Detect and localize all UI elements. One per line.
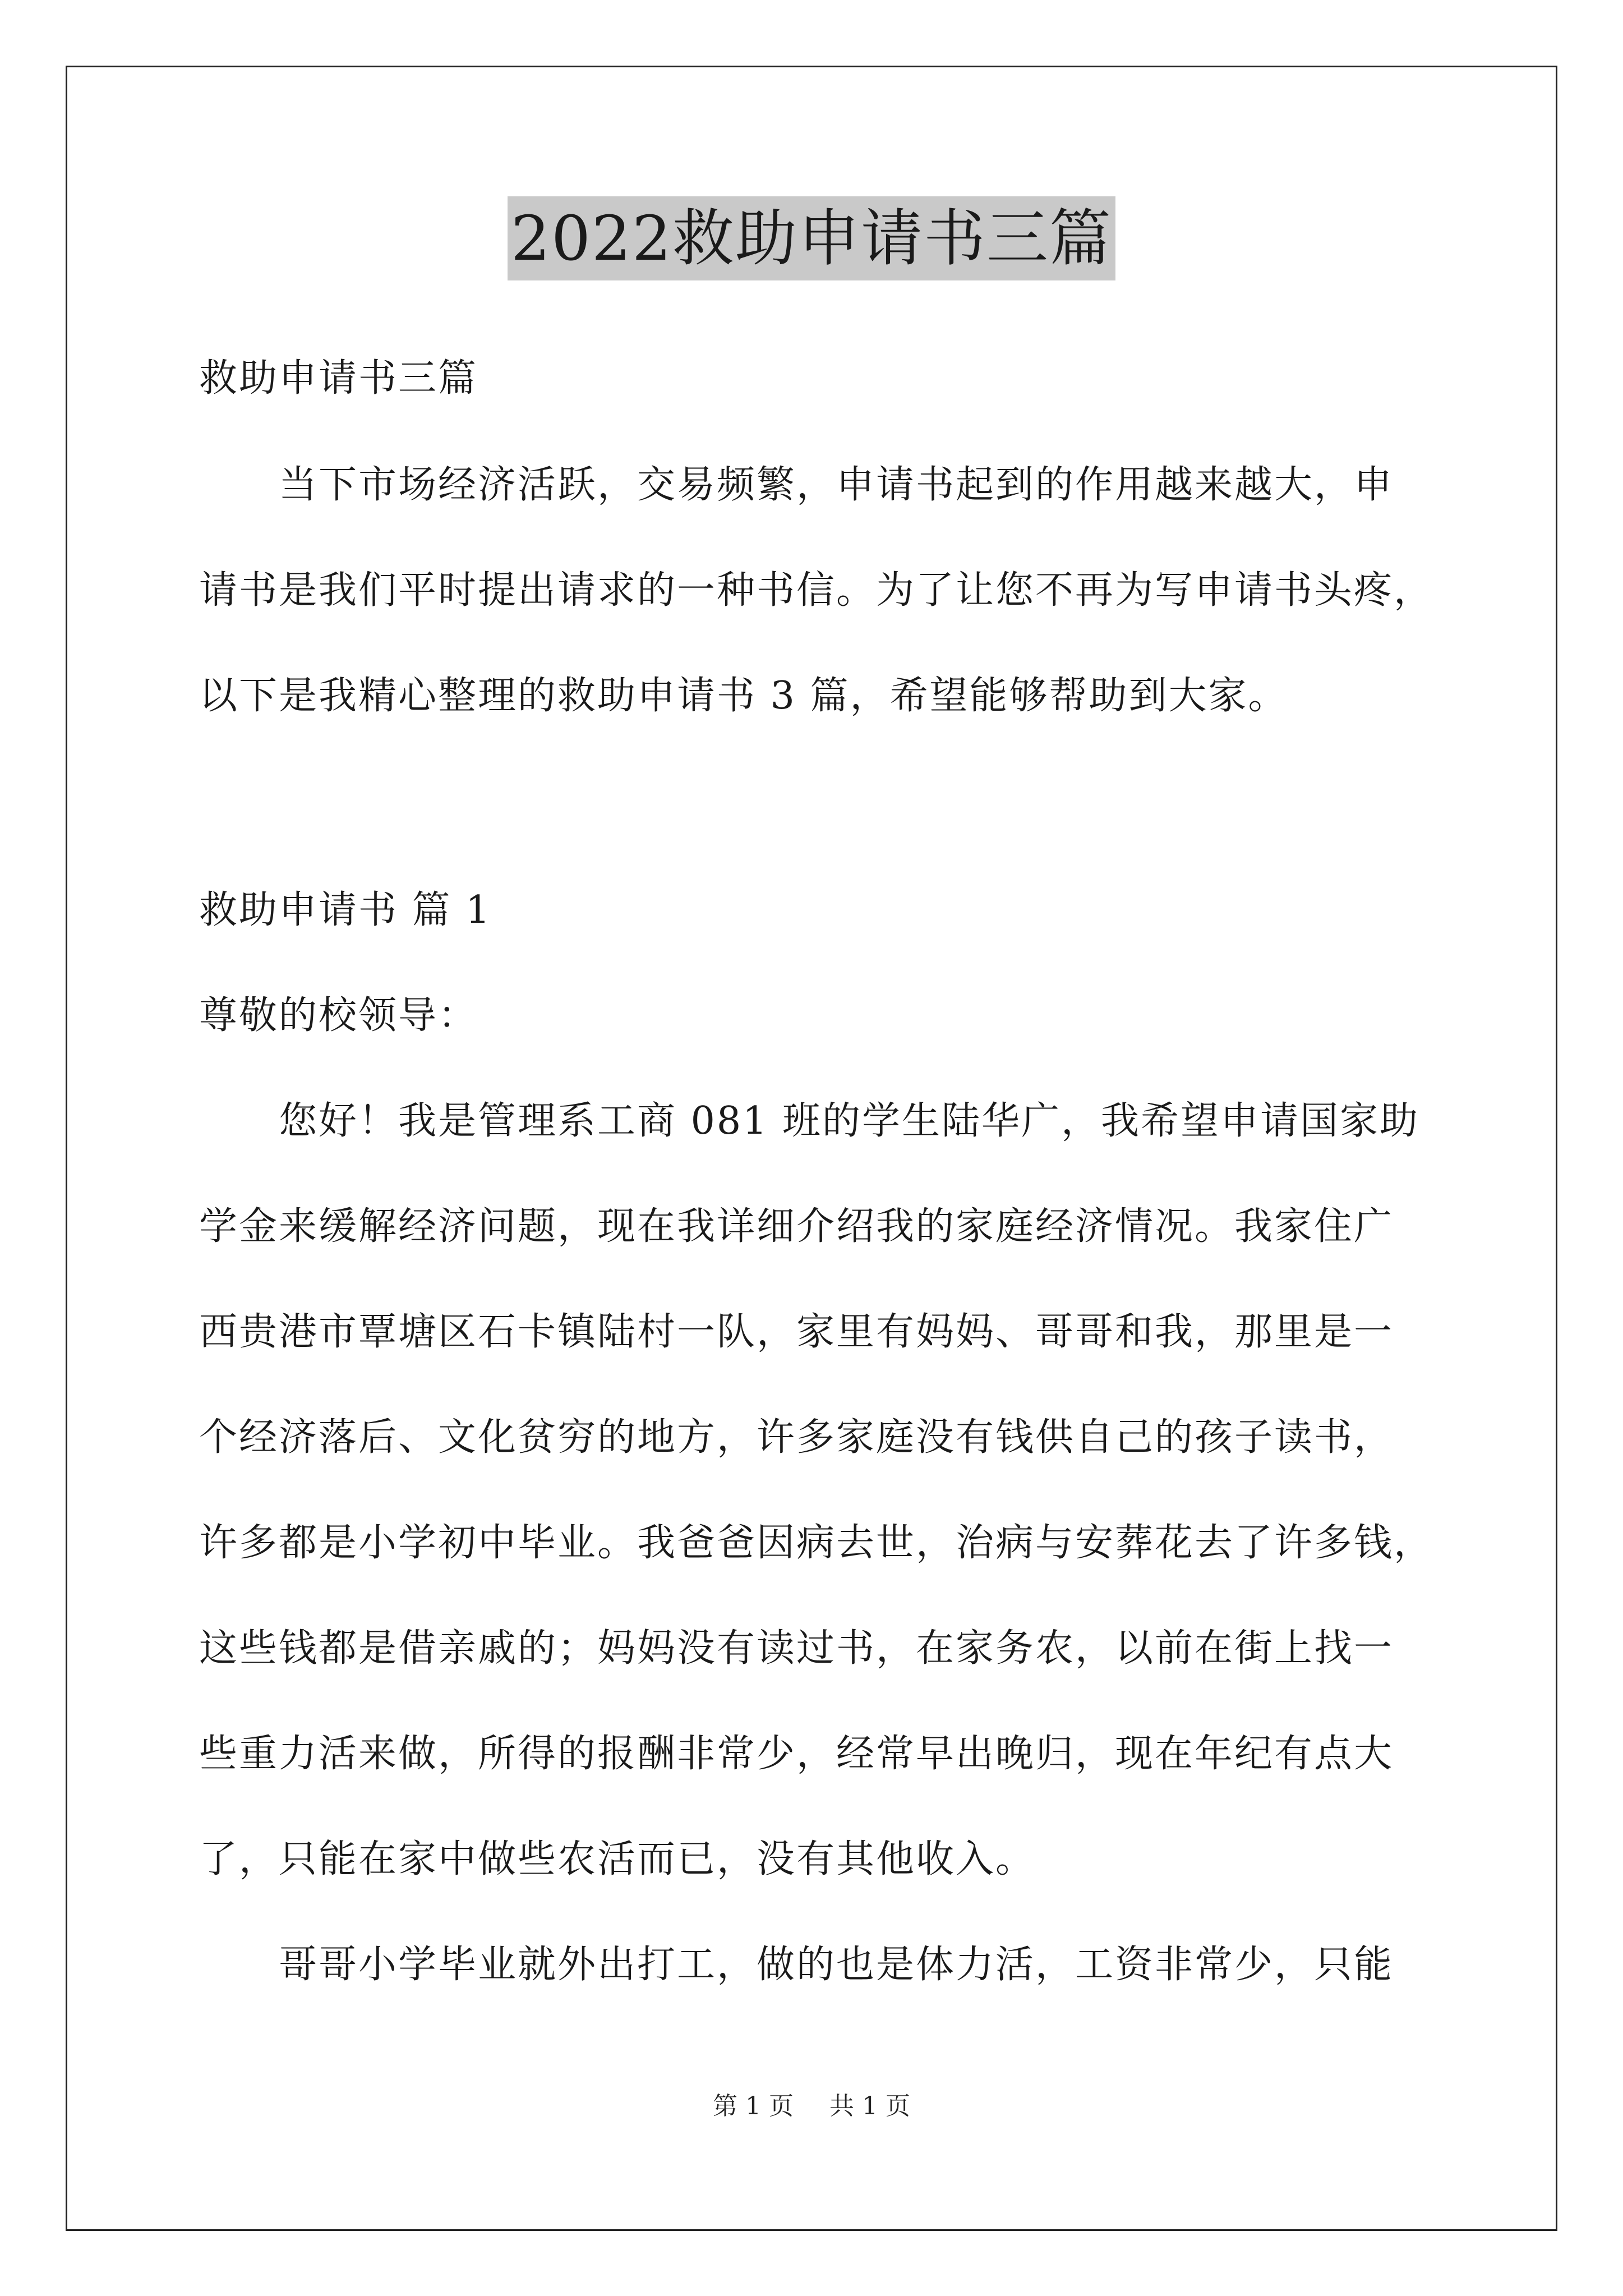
paragraph2-line-1: 哥哥小学毕业就外出打工，做的也是体力活，工资非常少，只能 xyxy=(279,1943,1394,1987)
title-container xyxy=(0,196,1623,280)
paragraph1-line-8: 了，只能在家中做些农活而已，没有其他收入。 xyxy=(199,1837,1036,1881)
paragraph1-line-7: 些重力活来做，所得的报酬非常少，经常早出晚归，现在年纪有点大 xyxy=(199,1732,1394,1776)
intro-line-3: 以下是我精心整理的救助申请书 3 篇，希望能够帮助到大家。 xyxy=(199,674,1288,718)
paragraph1-line-5: 许多都是小学初中毕业。我爸爸因病去世，治病与安葬花去了许多钱， xyxy=(199,1521,1434,1565)
paragraph1-line-6: 这些钱都是借亲戚的；妈妈没有读过书，在家务农，以前在街上找一 xyxy=(199,1626,1394,1671)
paragraph1-line-3: 西贵港市覃塘区石卡镇陆村一队，家里有妈妈、哥哥和我，那里是一 xyxy=(199,1310,1394,1354)
paragraph1-line-4: 个经济落后、文化贫穷的地方，许多家庭没有钱供自己的孩子读书， xyxy=(199,1415,1394,1460)
page-footer xyxy=(0,2090,1623,2123)
document-title: 2022救助申请书三篇 xyxy=(508,196,1115,280)
paragraph1-line-2: 学金来缓解经济问题，现在我详细介绍我的家庭经济情况。我家住广 xyxy=(199,1204,1394,1249)
intro-line-1: 当下市场经济活跃，交易频繁，申请书起到的作用越来越大，申 xyxy=(279,463,1394,507)
page-number-total: 共 1 页 xyxy=(829,2092,910,2120)
section-heading: 救助申请书 篇 1 xyxy=(199,888,492,932)
page-number-current: 第 1 页 xyxy=(713,2092,794,2120)
salutation: 尊敬的校领导： xyxy=(199,993,478,1038)
paragraph1-line-1: 您好！我是管理系工商 081 班的学生陆华广，我希望申请国家助 xyxy=(279,1099,1420,1143)
subtitle: 救助申请书三篇 xyxy=(199,356,478,401)
intro-line-2: 请书是我们平时提出请求的一种书信。为了让您不再为写申请书头疼， xyxy=(199,568,1434,613)
